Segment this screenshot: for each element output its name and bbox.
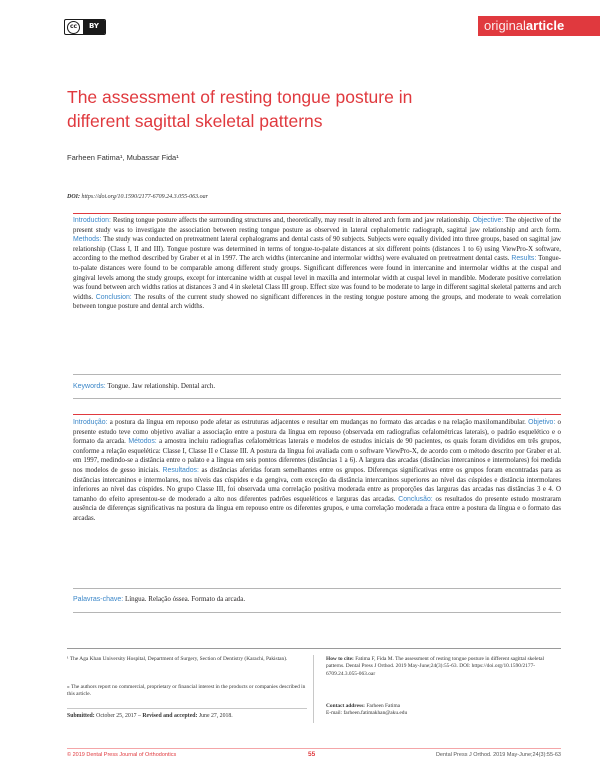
doi-line: DOI: https://doi.org/10.1590/2177-6709.24.3.055-063.oar: [67, 194, 208, 200]
divider: [73, 398, 561, 399]
submission-dates: Submitted: October 25, 2017 – Revised and accepted: June 27, 2018.: [67, 713, 233, 719]
affiliation-footnote: ¹ The Aga Khan University Hospital, Department of Surgery, Section of Dentistry (Karachi, Pakistan).: [67, 656, 288, 662]
article-title: The assessment of resting tongue posture in different sagittal skeletal patterns: [67, 87, 413, 131]
contact-email[interactable]: E-mail: farheen.fatimakhan@aku.edu: [326, 710, 408, 717]
abstract-english: Introduction: Resting tongue posture affects the surrounding structures and, theoretically, may result in altered arch form and jaw relationship. Objective: The objective of the present study was to investigate the association between resting tongue posture as observed in lateral cephalometric radiograph, sagittal jaw relationship and arch form. Methods: The study was conducted on pretreatment lateral cephalograms and dental casts of 90 subjects. Subjects were equally divided into three groups, based on sagittal jaw relationship (Class I, II and III). Tongue posture was determined in terms of tongue-to-palate distances at six different points (distances 1 to 6) using ViewPro-X software, according to the method described by Graber et al in 1997. The arch widths (intercanine and intermolar widths) were evaluated on pretreatment dental casts. Results: Tongue-to-palate distances were found to be comparable among different study groups. Significant differences were found in intercanine and intermolar widths at the cuspal and gingival levels among the study groups, except for intercanine width at cuspal level in maxilla and intermolar width at cuspal level in mandible. Moderate positive correlation was found between arch widths ratios at distances 3 and 4 in skeletal Class III group. Effect size was found to be moderate to large in different sagittal skeletal patterns and arch widths. Conclusion: The results of the current study showed no significant differences in the resting tongue posture among the groups, and moderate to weak correlation between tongue posture and dental arch widths.: [73, 217, 561, 311]
copyright: © 2019 Dental Press Journal of Orthodontics: [67, 752, 177, 758]
page-number: 55: [308, 751, 316, 758]
doi-link[interactable]: https://doi.org/10.1590/2177-6709.24.3.055-063.oar: [81, 194, 208, 200]
divider: [73, 612, 561, 613]
how-to-cite: How to cite: Fatima F, Fida M. The assessment of resting tongue posture in different sagittal skeletal patterns. Dental Press J Orthod. 2019 May-June;24(3):55-63. DOI: https://doi.org/10.1590/2177-6709.24.3.055-063.oar: [326, 656, 544, 677]
divider: [73, 213, 561, 214]
contact-address: Contact address: Farheen Fatima E-mail: farheen.fatimakhan@aku.edu: [326, 703, 408, 717]
footer-rule: [67, 748, 561, 749]
divider: [73, 588, 561, 589]
column-separator: [313, 655, 314, 723]
cc-by-license-badge: [64, 19, 106, 35]
disclosure-footnote: » The authors report no commercial, proprietary or financial interest in the products or companies described in this article.: [67, 684, 306, 698]
divider: [73, 374, 561, 375]
keywords-english: Keywords: Tongue. Jaw relationship. Dental arch.: [73, 382, 216, 390]
divider: [73, 414, 561, 415]
by-label: BY: [83, 20, 105, 34]
cc-icon: cc: [67, 21, 80, 34]
abstract-portuguese: Introdução: a postura da língua em repouso pode afetar as estruturas adjacentes e resultar em mudanças no formato das arcadas e na relação maxilomandibular. Objetivo: o presente estudo teve como objetivo avaliar a associação entre a postura da língua em repouso (observada em radiografias cefalométricas laterais), o padrão esquelético e o formato da arcada. Métodos: a amostra incluiu radiografias cefalométricas laterais e modelos de estudos iniciais de 90 pacientes, os quais foram divididos em três grupos, conforme a relação esquelética: Classe I, Classe II e Classe III. A postura da língua foi avaliada com o software ViewPro-X, de acordo com o método descrito por Graber et al. em 1997, medindo-se a distância entre o palato e a língua em seis pontos diferentes (distâncias 1 a 6). A largura das arcadas (distâncias intercaninos e intermolares) foi medida nos modelos de gesso iniciais. Resultados: as distâncias aferidas foram semelhantes entre os grupos. Diferenças significativas entre os grupos foram encontradas para as distâncias intercaninos e intermolares, nos níveis das cúspides e da gengiva, com exceção da distância intercaninos superiores ao nível das cúspides e distância intermolares inferiores ao nível das cúspides. No grupo Classe III, foi observada uma correlação positiva moderada entre as proporções das larguras das arcadas nas distâncias 3 e 4. O tamanho do efeito apresentou-se de moderado a alto nos diferentes padrões esqueléticos e larguras das arcadas. Conclusão: os resultados do presente estudo mostraram ausência de diferenças significativas na postura da língua em repouso entre os diferentes grupos, e uma correlação moderada a fraca entre a postura da língua e o formato das arcadas.: [73, 419, 561, 522]
footnote-divider: [67, 648, 561, 649]
footnote-divider: [67, 708, 307, 709]
authors: Farheen Fatima¹, Mubassar Fida¹: [67, 153, 179, 162]
keywords-portuguese: Palavras-chave: Língua. Relação óssea. Formato da arcada.: [73, 595, 246, 603]
section-label: originalarticle: [478, 16, 600, 36]
journal-citation: Dental Press J Orthod. 2019 May-June;24(3):55-63: [435, 752, 561, 758]
page-footer: [67, 751, 561, 761]
